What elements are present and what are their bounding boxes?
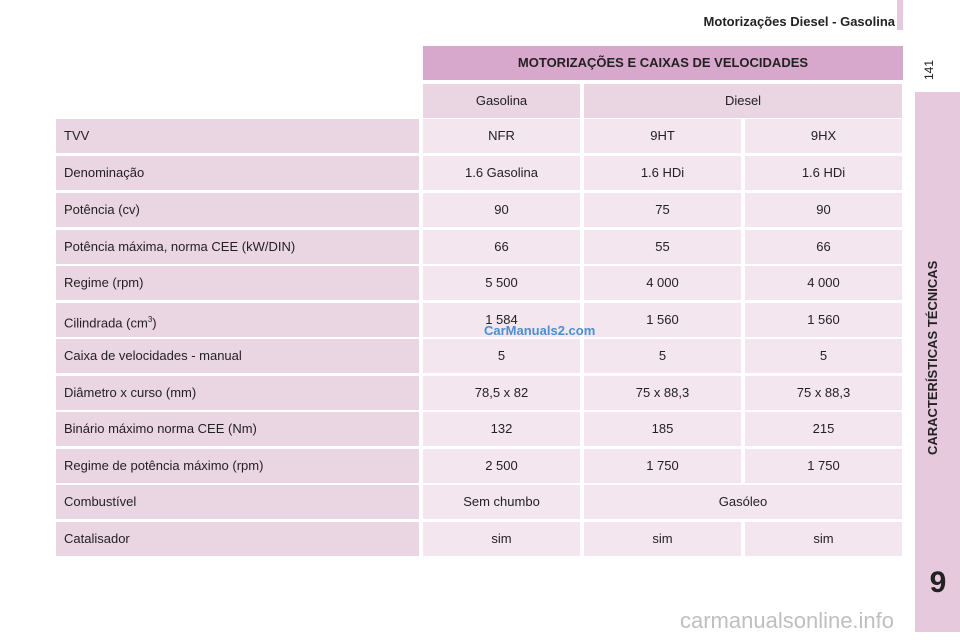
- cell-gasolina: 5: [423, 339, 580, 373]
- cell-diesel-9ht: sim: [584, 522, 741, 556]
- header-accent-bar: [897, 0, 903, 30]
- row-label: Denominação: [56, 156, 419, 190]
- cell-gasolina: 1.6 Gasolina: [423, 156, 580, 190]
- cell-diesel-9hx: 1 560: [745, 303, 902, 337]
- row-label: Binário máximo norma CEE (Nm): [56, 412, 419, 446]
- row-label: Regime (rpm): [56, 266, 419, 300]
- cell-diesel-9hx: 1 750: [745, 449, 902, 483]
- cell-gasolina: 90: [423, 193, 580, 227]
- row-label: Catalisador: [56, 522, 419, 556]
- column-header-gasolina: Gasolina: [423, 84, 580, 118]
- cell-diesel-9ht: 1.6 HDi: [584, 156, 741, 190]
- cell-gasolina: sim: [423, 522, 580, 556]
- cell-diesel-9hx: 4 000: [745, 266, 902, 300]
- cell-gasolina: 66: [423, 230, 580, 264]
- cell-diesel-9ht: 75 x 88,3: [584, 376, 741, 410]
- cell-diesel-9ht: 185: [584, 412, 741, 446]
- cell-gasolina: 1 584: [423, 303, 580, 337]
- row-label: Potência máxima, norma CEE (kW/DIN): [56, 230, 419, 264]
- cell-diesel-9hx: 90: [745, 193, 902, 227]
- cell-gasolina: Sem chumbo: [423, 485, 580, 519]
- section-title: Motorizações Diesel - Gasolina: [703, 14, 895, 29]
- cell-diesel-9ht: 1 750: [584, 449, 741, 483]
- row-label: Diâmetro x curso (mm): [56, 376, 419, 410]
- cell-diesel-9hx: 9HX: [745, 119, 902, 153]
- cell-gasolina: 78,5 x 82: [423, 376, 580, 410]
- row-label: TVV: [56, 119, 419, 153]
- table-title: MOTORIZAÇÕES E CAIXAS DE VELOCIDADES: [423, 46, 903, 80]
- row-label: Combustível: [56, 485, 419, 519]
- cell-diesel-9hx: 215: [745, 412, 902, 446]
- cell-gasolina: NFR: [423, 119, 580, 153]
- page-number: 141: [922, 59, 936, 80]
- cell-diesel-9ht: 5: [584, 339, 741, 373]
- cell-diesel-9hx: 1.6 HDi: [745, 156, 902, 190]
- cell-diesel-9hx: sim: [745, 522, 902, 556]
- cell-diesel-9hx: 5: [745, 339, 902, 373]
- row-label: Caixa de velocidades - manual: [56, 339, 419, 373]
- row-label: Regime de potência máximo (rpm): [56, 449, 419, 483]
- cell-gasolina: 2 500: [423, 449, 580, 483]
- cell-gasolina: 132: [423, 412, 580, 446]
- chapter-number: 9: [929, 566, 947, 599]
- column-header-diesel: Diesel: [584, 84, 902, 118]
- cell-gasolina: 5 500: [423, 266, 580, 300]
- cell-diesel-9ht: 55: [584, 230, 741, 264]
- cell-diesel-9hx: 75 x 88,3: [745, 376, 902, 410]
- cell-diesel-9ht: 1 560: [584, 303, 741, 337]
- cell-diesel-9ht: 9HT: [584, 119, 741, 153]
- watermark-site: carmanualsonline.info: [680, 608, 895, 633]
- cell-diesel-9ht: 4 000: [584, 266, 741, 300]
- cell-diesel-9hx: 66: [745, 230, 902, 264]
- cell-diesel-9ht: 75: [584, 193, 741, 227]
- cell-diesel-merged: Gasóleo: [584, 485, 902, 519]
- row-label: Cilindrada $(cm^3)$: [56, 303, 419, 337]
- chapter-title: CARACTERÍSTICAS TÉCNICAS: [925, 260, 940, 455]
- watermark-carmanuals: CarManuals2.com: [484, 323, 596, 338]
- row-label: Potência (cv): [56, 193, 419, 227]
